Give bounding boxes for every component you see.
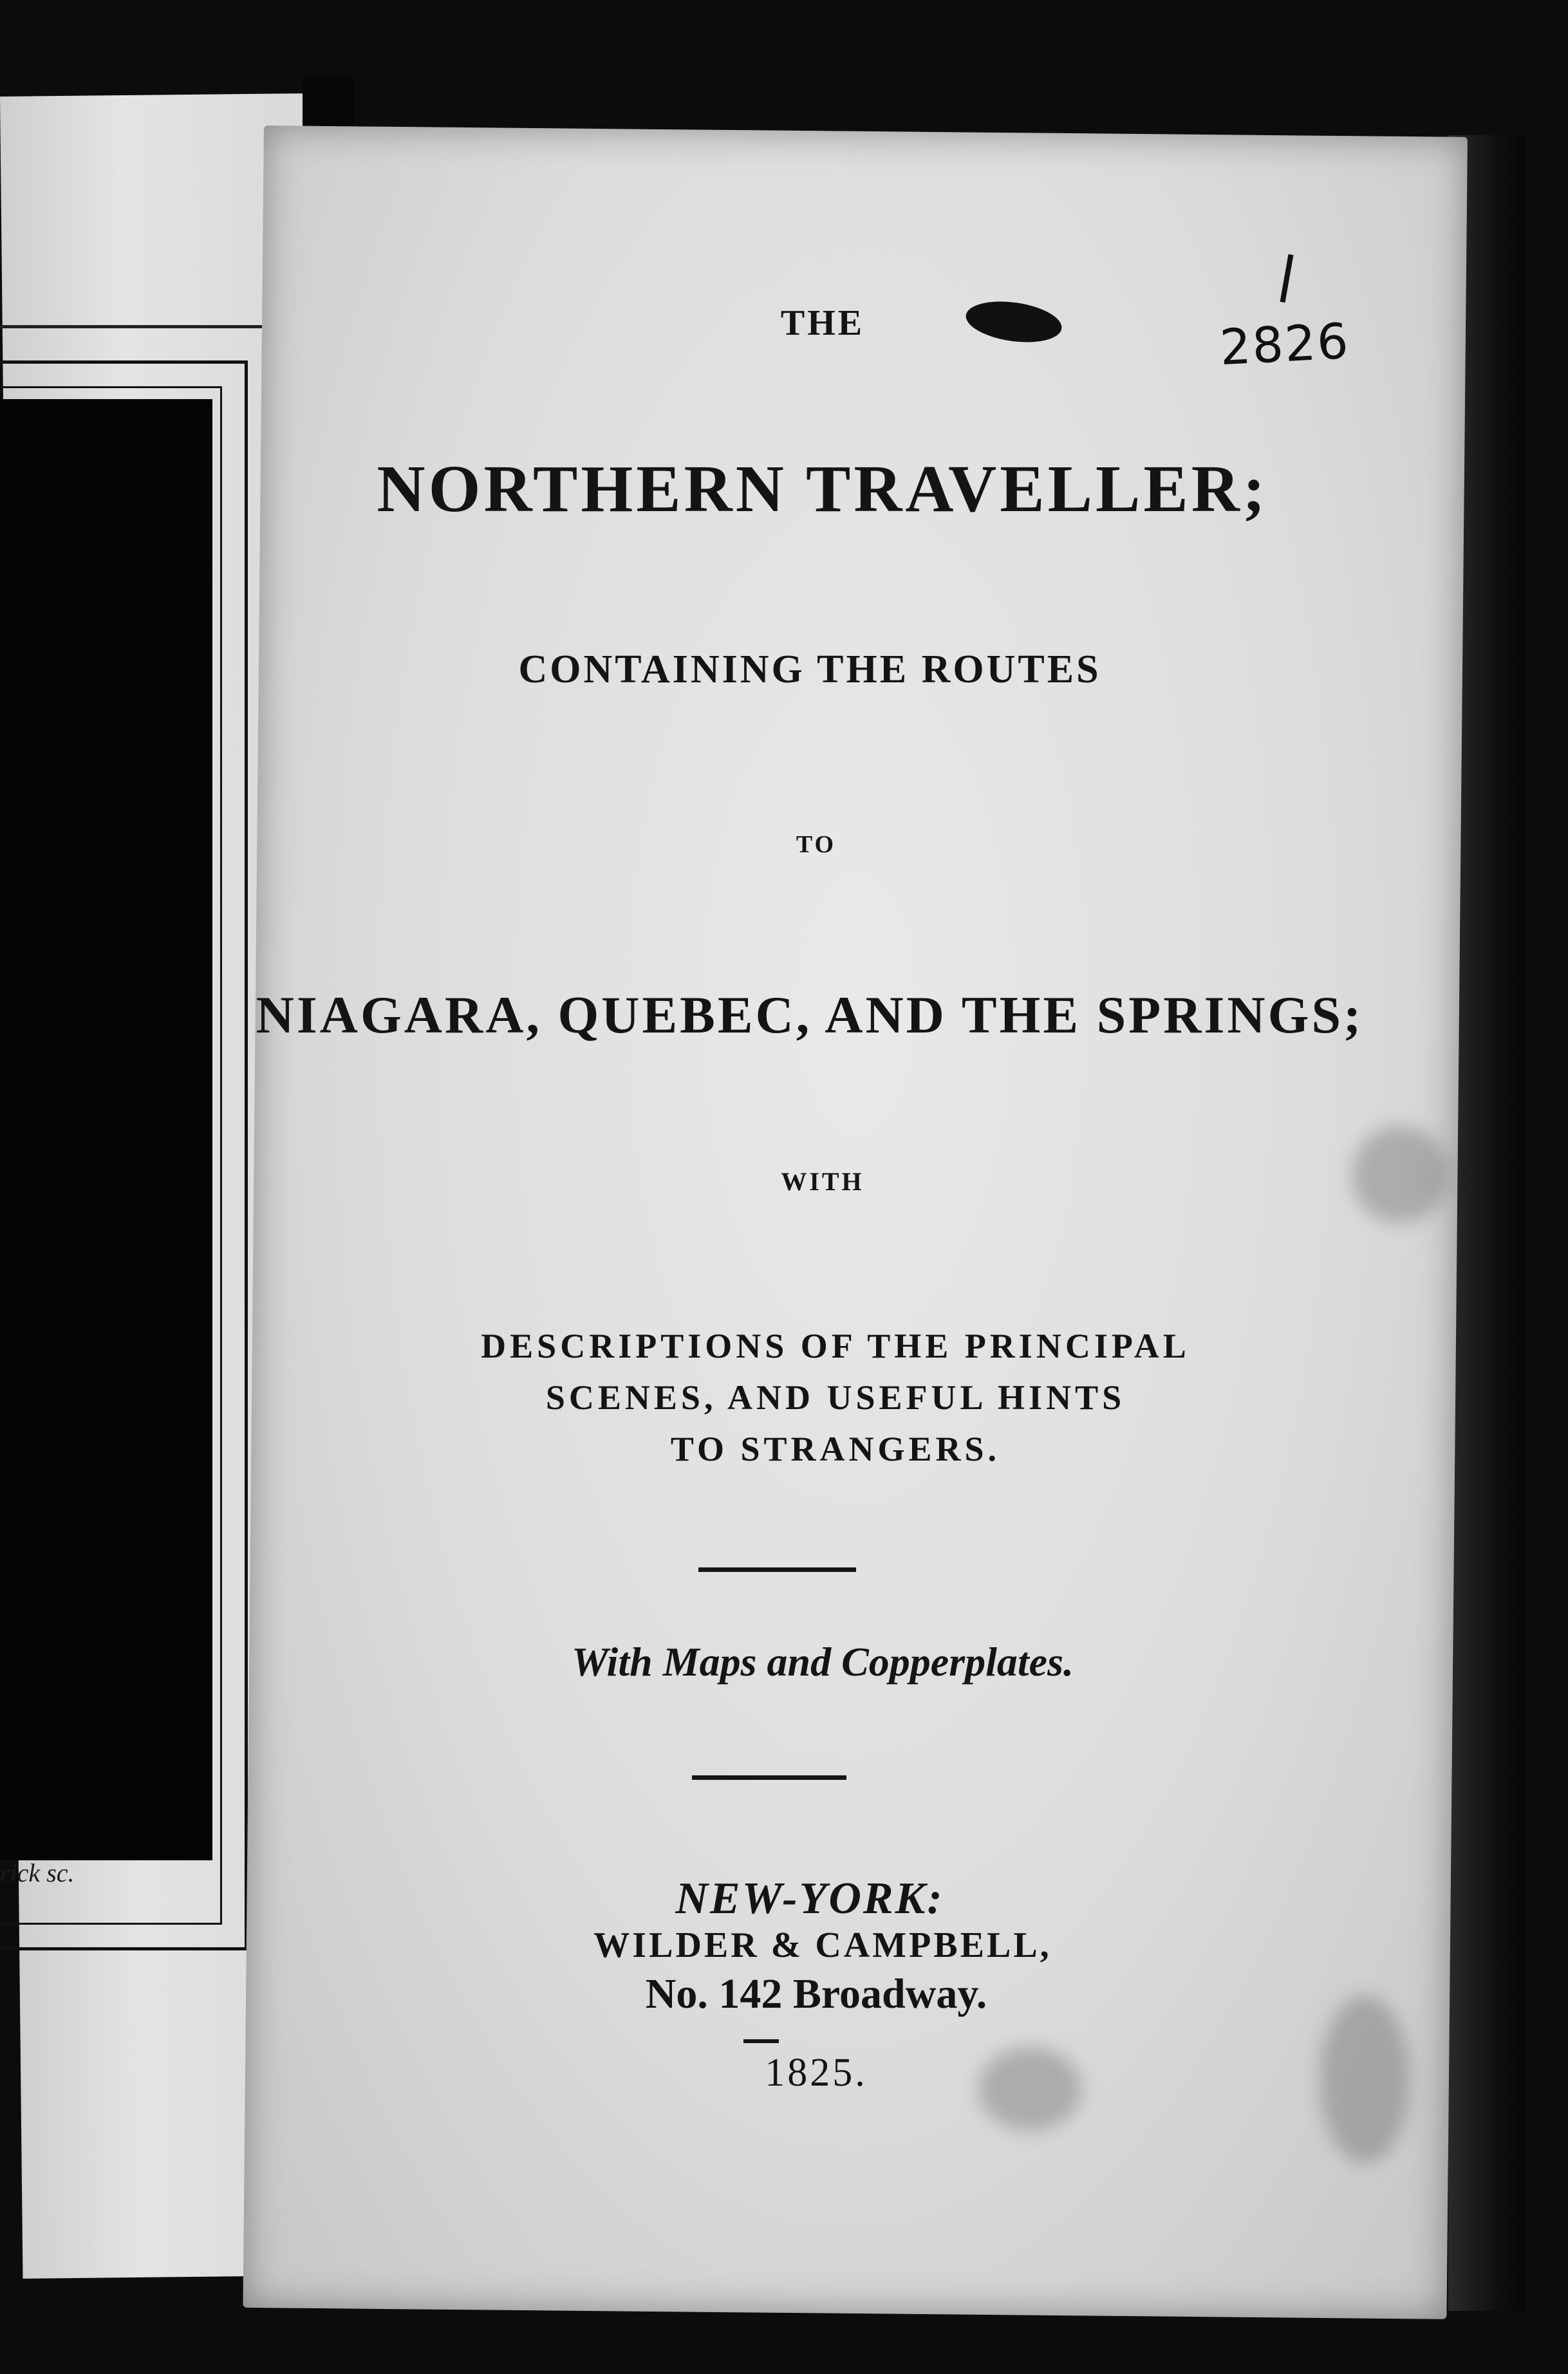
imprint-year: 1825. (765, 2051, 868, 2095)
divider-rule (698, 1567, 856, 1572)
subtitle-to: TO (796, 831, 837, 858)
subtitle-with: WITH (781, 1167, 864, 1196)
imprint-address: No. 142 Broadway. (645, 1970, 987, 2017)
imprint-city: NEW-YORK: (675, 1874, 944, 1923)
imprint-dash (743, 2039, 779, 2043)
title-article: THE (780, 303, 865, 343)
subtitle-destinations: NIAGARA, QUEBEC, AND THE SPRINGS; (256, 986, 1364, 1044)
subtitle-containing: CONTAINING THE ROUTES (518, 648, 1101, 691)
description-line: DESCRIPTIONS OF THE PRINCIPAL (481, 1327, 1190, 1365)
maps-note: With Maps and Copperplates. (572, 1639, 1074, 1685)
book-title: NORTHERN TRAVELLER; (377, 452, 1269, 526)
handwritten-shelfmark: 2826 (1218, 312, 1351, 377)
description-line: TO STRANGERS. (670, 1430, 1001, 1468)
description-line: SCENES, AND USEFUL HINTS (545, 1378, 1126, 1417)
engraver-credit: rick sc. (0, 1858, 75, 1887)
imprint-publisher: WILDER & CAMPBELL, (593, 1925, 1052, 1965)
divider-rule (692, 1775, 846, 1780)
